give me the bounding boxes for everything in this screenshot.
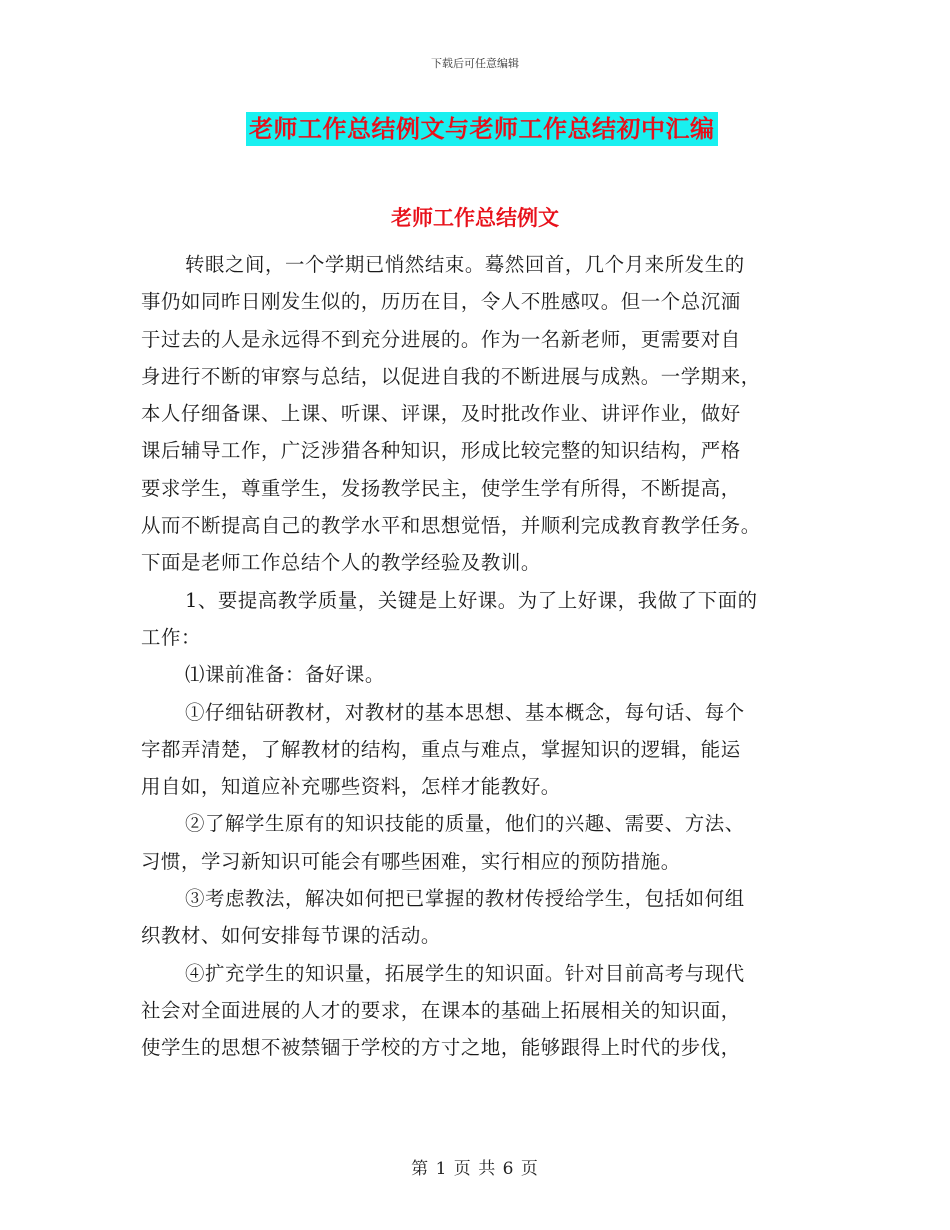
text-line: 字都弄清楚，了解教材的结构，重点与难点，掌握知识的逻辑，能运 xyxy=(141,737,741,761)
text-line: 习惯，学习新知识可能会有哪些困难，实行相应的预防措施。 xyxy=(141,849,681,873)
text-line: 身进行不断的审察与总结，以促进自我的不断进展与成熟。一学期来， xyxy=(141,364,761,388)
document-title: 老师工作总结例文与老师工作总结初中汇编 xyxy=(246,112,718,146)
text-line: 转眼之间，一个学期已悄然结束。蓦然回首，几个月来所发生的 xyxy=(185,253,745,276)
text-line: 于过去的人是永远得不到充分进展的。作为一名新老师，更需要对自 xyxy=(141,327,741,351)
text-line: 要求学生，尊重学生，发扬教学民主，使学生学有所得，不断提高， xyxy=(141,476,741,500)
text-line: 事仍如同昨日刚发生似的，历历在目，令人不胜感叹。但一个总沉湎 xyxy=(141,290,741,314)
page-footer: 第 1 页 共 6 页 xyxy=(411,1159,539,1179)
header-note: 下载后可任意编辑 xyxy=(431,57,519,70)
text-line: 下面是老师工作总结个人的教学经验及教训。 xyxy=(141,551,541,575)
text-line: 本人仔细备课、上课、听课、评课，及时批改作业、讲评作业，做好 xyxy=(141,402,741,426)
text-line: ②了解学生原有的知识技能的质量，他们的兴趣、需要、方法、 xyxy=(185,812,745,836)
text-line: 织教材、如何安排每节课的活动。 xyxy=(141,924,441,948)
text-line: ③考虑教法，解决如何把已掌握的教材传授给学生，包括如何组 xyxy=(185,887,745,911)
text-line: 使学生的思想不被禁锢于学校的方寸之地，能够跟得上时代的步伐， xyxy=(141,1036,741,1060)
text-line: 从而不断提高自己的教学水平和思想觉悟，并顺利完成教育教学任务。 xyxy=(141,514,761,538)
text-line: 课后辅导工作，广泛涉猎各种知识，形成比较完整的知识结构，严格 xyxy=(141,439,741,463)
text-line: 1、要提高教学质量，关键是上好课。为了上好课，我做了下面的 xyxy=(185,588,758,612)
text-line: ④扩充学生的知识量，拓展学生的知识面。针对目前高考与现代 xyxy=(185,961,745,985)
text-line: 社会对全面进展的人才的要求，在课本的基础上拓展相关的知识面， xyxy=(141,998,741,1022)
text-line: 用自如，知道应补充哪些资料，怎样才能教好。 xyxy=(141,775,561,799)
section-title: 老师工作总结例文 xyxy=(391,206,559,230)
text-line: ①仔细钻研教材，对教材的基本思想、基本概念，每句话、每个 xyxy=(185,700,745,724)
body-text xyxy=(141,246,803,1067)
text-line: 工作： xyxy=(141,625,201,649)
text-line: ⑴课前准备：备好课。 xyxy=(185,663,385,687)
